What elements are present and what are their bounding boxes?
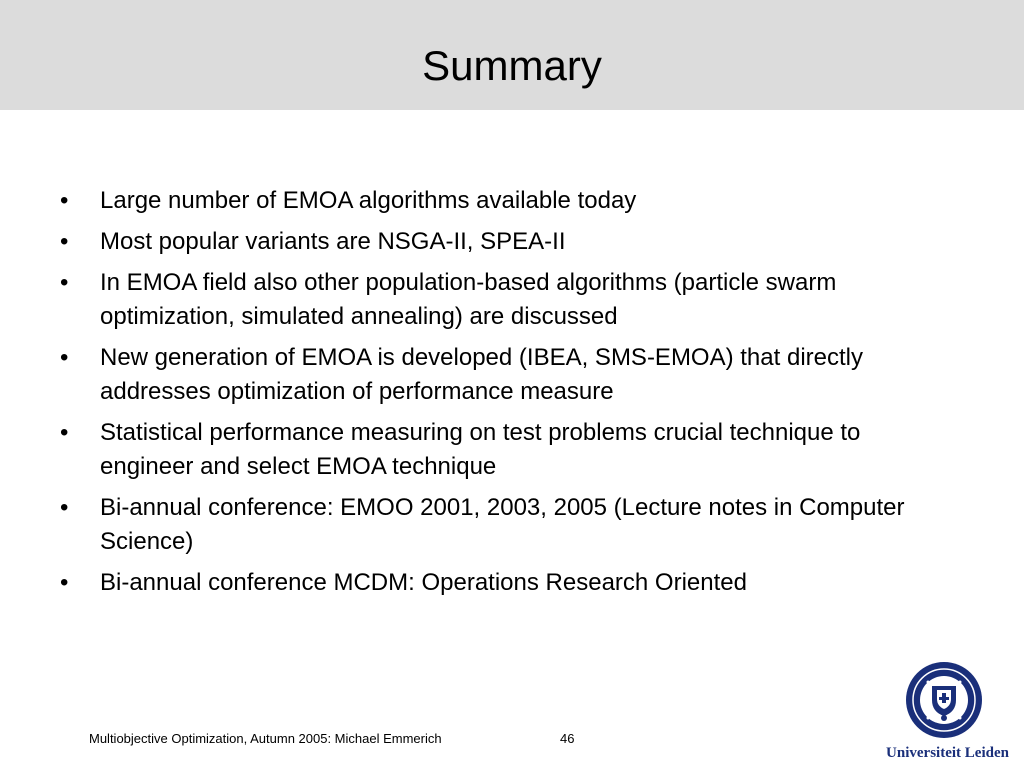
bullet-icon: • [60,344,69,371]
bullet-item [60,341,960,409]
bullet-item [60,184,960,218]
bullet-text: Large number of EMOA algorithms available today [100,187,637,214]
university-seal-icon [904,660,984,740]
bullet-text: Bi-annual conference MCDM: Operations Research Oriented [100,569,747,596]
university-name: Universiteit Leiden [886,745,1009,761]
bullet-text: In EMOA field also other population-based algorithms (particle swarm optimization, simulated annealing) are discussed [100,269,837,330]
bullet-icon: • [60,569,69,596]
bullet-icon: • [60,228,69,255]
bullet-icon: • [60,187,69,214]
slide-title: Summary [422,42,602,89]
bullet-icon: • [60,269,69,296]
title-bar [0,0,1024,110]
bullet-text: Most popular variants are NSGA-II, SPEA-II [100,228,566,255]
bullet-text: Statistical performance measuring on test problems crucial technique to engineer and select EMOA technique [100,419,861,480]
bullet-item [60,491,960,559]
bullet-item [60,266,960,334]
bullet-item [60,566,960,600]
bullet-text: New generation of EMOA is developed (IBEA, SMS-EMOA) that directly addresses optimization of performance measure [100,344,863,405]
bullet-item [60,225,960,259]
bullet-list [60,184,960,607]
bullet-icon: • [60,419,69,446]
page-number: 46 [560,731,575,746]
bullet-item [60,416,960,484]
bullet-icon: • [60,494,69,521]
bullet-text: Bi-annual conference: EMOO 2001, 2003, 2005 (Lecture notes in Computer Science) [100,494,905,555]
footer-text: Multiobjective Optimization, Autumn 2005: Michael Emmerich [89,731,442,746]
